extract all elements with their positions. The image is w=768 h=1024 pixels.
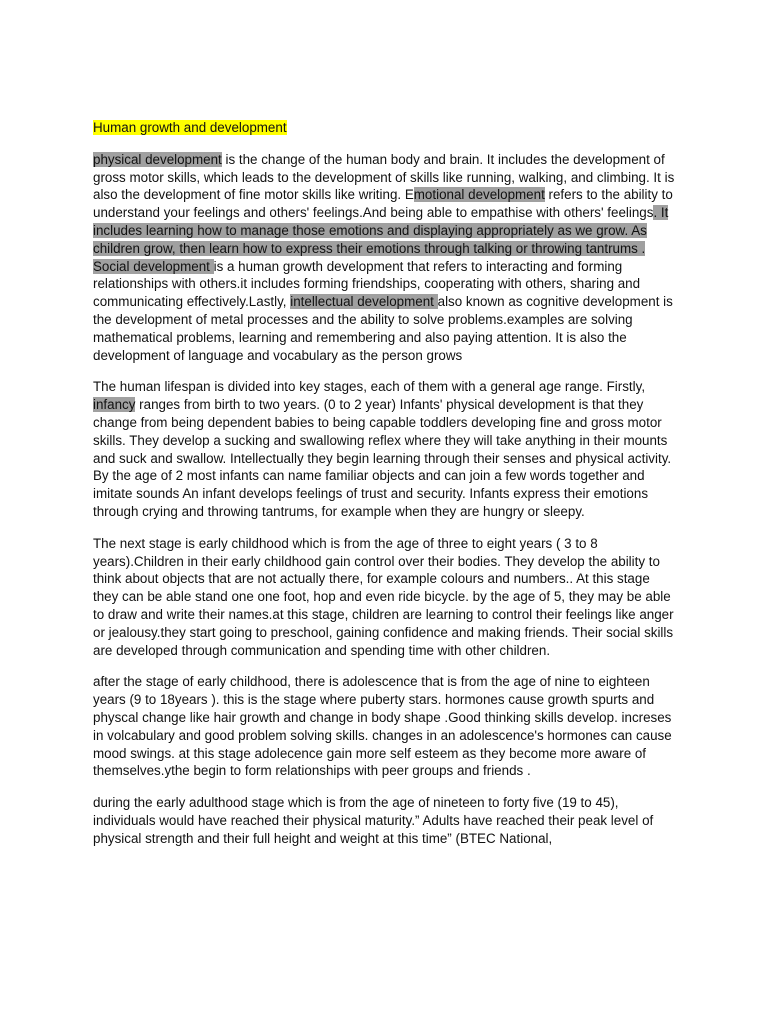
text-span: refers to the ability to understand your feelings and others' feelings.And being able to empathise with others' feelings [93, 187, 673, 221]
term-intellectual-development: intellectual development [290, 294, 438, 310]
highlighted-emotions-sentence: . It includes learning how to manage those emotions and displaying appropriately as we grow. As children grow, then learn how to express their emotions through talking or throwing tantrums . Social development [93, 205, 669, 274]
text-span: is the change of the human body and brain. It includes the development of gross motor skills, which leads to the development of skills like running, walking, and climbing. It is also the development of fine motor skills like writing. E [93, 151, 675, 203]
term-emotional-development: motional development [413, 187, 545, 203]
paragraph-adolescence: after the stage of early childhood, there is adolescence that is from the age of nine to eighteen years (9 to 18years ). this is the stage where puberty stars. hormones cause growth spurts and physcal change like hair growth and change in body shape .Good thinking skills develop. increses in volcabulary and good problem solving skills. changes in an adolescence's hormones can cause mood swings. at this stage adolecence gain more self esteem as they become more aware of themselves.ythe begin to form relationships with peer groups and friends . [93, 674, 672, 779]
title-highlight: Human growth and development [93, 120, 287, 135]
term-infancy: infancy [93, 397, 136, 413]
paragraph-early-adulthood: during the early adulthood stage which is from the age of nineteen to forty five (19 to 45), individuals would have reached their physical maturity.” Adults have reached their peak level of physical strength and their full height and weight at this time” (BTEC National, [93, 795, 654, 846]
text-span: is a human growth development that refers to interacting and forming relationships with others.it includes forming friendships, cooperating with others, sharing and communicating effectively.Lastly, [93, 258, 641, 310]
text-span: ranges from birth to two years. (0 to 2 year) Infants' physical development is that they change from being dependent babies to being capable toddlers developing fine and gross motor skills. They develop a sucking and swallowing reflex where they will take anything in their mounts and suck and swallow. Intellectually they begin learning through their senses and physical activity. By the age of 2 most infants can name familiar objects and can join a few words together and imitate sounds An infant develops feelings of trust and security. Infants express their emotions through crying and throwing tantrums, for example when they are hungry or sleepy. [93, 397, 672, 519]
paragraph-infancy [93, 378, 675, 520]
paragraph-development-types [93, 151, 675, 365]
document-title [93, 119, 675, 137]
text-span: The human lifespan is divided into key stages, each of them with a general age range. Firstly, [93, 379, 646, 395]
paragraph-early-childhood: The next stage is early childhood which is from the age of three to eight years ( 3 to 8 years).Children in their early childhood gain control over their bodies. They develop the ability to think about objects that are not actually there, for example colours and numbers.. At this stage they can be able stand one one foot, hop and even ride bicycle. by the age of 5, they may be able to draw and write their names.at this stage, children are learning to control their feelings like anger or jealousy.they start going to preschool, gaining confidence and making friends. Their social skills are developed through communication and spending time with other children. [93, 535, 674, 658]
document-page [93, 119, 675, 861]
text-span: also known as cognitive development is the development of metal processes and the ability to solve problems.examples are solving mathematical problems, learning and remembering and also paying attention. It is also the development of language and vocabulary as the person grows [93, 294, 673, 363]
term-physical-development: physical development [93, 151, 222, 167]
